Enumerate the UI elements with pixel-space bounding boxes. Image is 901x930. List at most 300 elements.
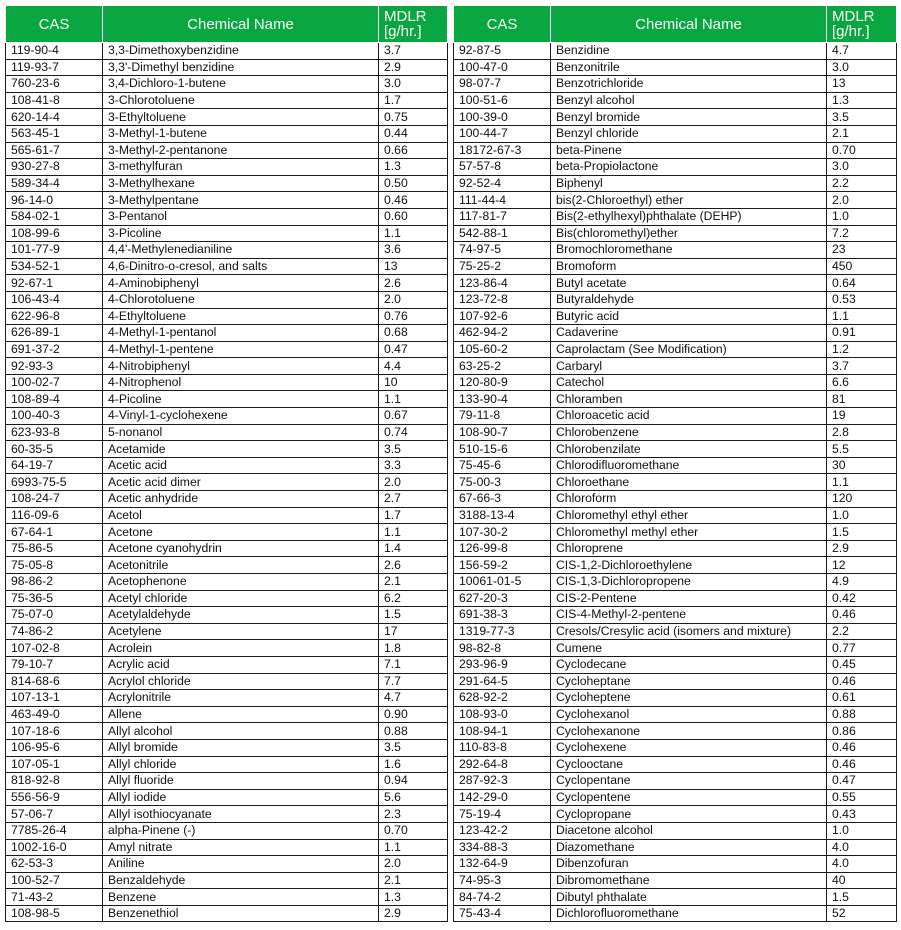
- mdlr-header-label: MDLR: [384, 8, 427, 25]
- mdlr-cell: 3.7: [827, 358, 897, 375]
- mdlr-cell: 0.43: [827, 806, 897, 823]
- cas-cell: 133-90-4: [454, 391, 551, 408]
- table-row: [6, 889, 448, 906]
- chemical-name-cell: Cadaverine: [551, 325, 827, 342]
- mdlr-cell: 0.47: [379, 341, 448, 358]
- mdlr-cell: 0.94: [379, 773, 448, 790]
- cas-cell: 534-52-1: [6, 258, 103, 275]
- table-row: [6, 773, 448, 790]
- chemical-name-cell: bis(2-Chloroethyl) ether: [551, 192, 827, 209]
- chemical-name-cell: Benzidine: [551, 43, 827, 60]
- mdlr-cell: 3.0: [827, 59, 897, 76]
- chemical-name-cell: Allene: [103, 706, 379, 723]
- table-row: [454, 507, 897, 524]
- cas-cell: 100-39-0: [454, 109, 551, 126]
- chemical-name-cell: alpha-Pinene (-): [103, 822, 379, 839]
- mdlr-cell: 10: [379, 374, 448, 391]
- mdlr-cell: 450: [827, 258, 897, 275]
- table-row: [6, 789, 448, 806]
- mdlr-cell: 4.4: [379, 358, 448, 375]
- cas-cell: 105-60-2: [454, 341, 551, 358]
- table-row: [454, 92, 897, 109]
- table-row: [6, 92, 448, 109]
- cas-cell: 119-90-4: [6, 43, 103, 60]
- chemical-name-header: Chemical Name: [551, 6, 827, 43]
- chemical-name-cell: Acrylol chloride: [103, 673, 379, 690]
- mdlr-cell: 0.50: [379, 175, 448, 192]
- cas-cell: 98-86-2: [6, 574, 103, 591]
- chemical-name-cell: 3-methylfuran: [103, 159, 379, 176]
- table-row: [454, 690, 897, 707]
- cas-cell: 7785-26-4: [6, 822, 103, 839]
- table-row: [6, 507, 448, 524]
- cas-cell: 92-93-3: [6, 358, 103, 375]
- mdlr-cell: 0.44: [379, 125, 448, 142]
- cas-cell: 620-14-4: [6, 109, 103, 126]
- chemical-name-cell: 4-Picoline: [103, 391, 379, 408]
- cas-cell: 100-40-3: [6, 408, 103, 425]
- mdlr-cell: 0.46: [827, 673, 897, 690]
- cas-cell: 75-19-4: [454, 806, 551, 823]
- table-row: [6, 358, 448, 375]
- table-row: [6, 374, 448, 391]
- table-row: [454, 374, 897, 391]
- cas-cell: 119-93-7: [6, 59, 103, 76]
- chemical-name-cell: Carbaryl: [551, 358, 827, 375]
- mdlr-cell: 0.90: [379, 706, 448, 723]
- chemical-name-cell: 3-Ethyltoluene: [103, 109, 379, 126]
- chemical-name-cell: Benzyl alcohol: [551, 92, 827, 109]
- cas-cell: 106-43-4: [6, 291, 103, 308]
- mdlr-cell: 3.0: [827, 159, 897, 176]
- chemical-name-cell: Cyclohexanone: [551, 723, 827, 740]
- table-row: [6, 291, 448, 308]
- mdlr-cell: 1.1: [379, 225, 448, 242]
- cas-cell: 107-05-1: [6, 756, 103, 773]
- mdlr-cell: 0.47: [827, 773, 897, 790]
- chemical-name-cell: Cycloheptene: [551, 690, 827, 707]
- chemical-name-cell: Chloromethyl ethyl ether: [551, 507, 827, 524]
- mdlr-cell: 1.5: [827, 889, 897, 906]
- mdlr-cell: 1.4: [379, 540, 448, 557]
- chemical-name-cell: Acetone: [103, 524, 379, 541]
- chemical-name-cell: Chlorodifluoromethane: [551, 457, 827, 474]
- cas-cell: 626-89-1: [6, 325, 103, 342]
- chemical-name-cell: Diazomethane: [551, 839, 827, 856]
- cas-cell: 126-99-8: [454, 540, 551, 557]
- cas-cell: 75-43-4: [454, 905, 551, 922]
- mdlr-cell: 12: [827, 557, 897, 574]
- cas-cell: 814-68-6: [6, 673, 103, 690]
- chemical-name-cell: Bromoform: [551, 258, 827, 275]
- chemical-name-cell: Benzene: [103, 889, 379, 906]
- mdlr-cell: 7.1: [379, 656, 448, 673]
- table-row: [6, 640, 448, 657]
- cas-cell: 760-23-6: [6, 76, 103, 93]
- mdlr-cell: 0.45: [827, 656, 897, 673]
- table-row: [6, 424, 448, 441]
- mdlr-cell: 1.1: [379, 391, 448, 408]
- header-row: [6, 6, 448, 43]
- chemical-name-cell: Amyl nitrate: [103, 839, 379, 856]
- cas-cell: 98-07-7: [454, 76, 551, 93]
- chemical-name-cell: Allyl iodide: [103, 789, 379, 806]
- mdlr-cell: 1.3: [827, 92, 897, 109]
- table-row: [6, 806, 448, 823]
- cas-cell: 292-64-8: [454, 756, 551, 773]
- cas-cell: 75-86-5: [6, 540, 103, 557]
- table-row: [454, 806, 897, 823]
- table-row: [454, 640, 897, 657]
- table-row: [6, 43, 448, 60]
- mdlr-cell: 1.1: [827, 308, 897, 325]
- mdlr-cell: 0.66: [379, 142, 448, 159]
- left-table-body: [6, 43, 448, 922]
- table-row: [454, 325, 897, 342]
- table-row: [454, 872, 897, 889]
- chemical-name-cell: Benzyl chloride: [551, 125, 827, 142]
- table-row: [454, 242, 897, 259]
- mdlr-cell: 0.91: [827, 325, 897, 342]
- table-row: [454, 308, 897, 325]
- mdlr-cell: 2.3: [379, 806, 448, 823]
- chemical-name-cell: 4-Vinyl-1-cyclohexene: [103, 408, 379, 425]
- mdlr-header: [827, 6, 897, 43]
- mdlr-cell: 0.77: [827, 640, 897, 657]
- table-row: [6, 905, 448, 922]
- chemical-name-cell: Caprolactam (See Modification): [551, 341, 827, 358]
- cas-cell: 60-35-5: [6, 441, 103, 458]
- table-row: [6, 391, 448, 408]
- chemical-name-cell: beta-Propiolactone: [551, 159, 827, 176]
- chemical-name-cell: Catechol: [551, 374, 827, 391]
- cas-cell: 108-99-6: [6, 225, 103, 242]
- table-row: [454, 408, 897, 425]
- table-row: [6, 557, 448, 574]
- mdlr-cell: 6.2: [379, 590, 448, 607]
- chemical-name-cell: Diacetone alcohol: [551, 822, 827, 839]
- cas-cell: 101-77-9: [6, 242, 103, 259]
- mdlr-cell: 7.2: [827, 225, 897, 242]
- mdlr-cell: 3.7: [379, 43, 448, 60]
- cas-cell: 622-96-8: [6, 308, 103, 325]
- mdlr-cell: 1.1: [827, 474, 897, 491]
- chemical-name-cell: Acetic anhydride: [103, 491, 379, 508]
- mdlr-header-label: MDLR: [832, 8, 875, 25]
- cas-cell: 107-30-2: [454, 524, 551, 541]
- chemical-name-cell: Acrylic acid: [103, 656, 379, 673]
- cas-cell: 63-25-2: [454, 358, 551, 375]
- cas-cell: 123-86-4: [454, 275, 551, 292]
- mdlr-cell: 2.0: [379, 474, 448, 491]
- mdlr-cell: 6.6: [827, 374, 897, 391]
- mdlr-cell: 1.0: [827, 822, 897, 839]
- mdlr-cell: 13: [379, 258, 448, 275]
- chemical-name-cell: Bromochloromethane: [551, 242, 827, 259]
- cas-cell: 79-11-8: [454, 408, 551, 425]
- cas-cell: 18172-67-3: [454, 142, 551, 159]
- cas-cell: 71-43-2: [6, 889, 103, 906]
- table-row: [6, 308, 448, 325]
- cas-cell: 565-61-7: [6, 142, 103, 159]
- table-row: [6, 524, 448, 541]
- table-row: [454, 142, 897, 159]
- table-row: [6, 822, 448, 839]
- chemical-name-cell: Chloroacetic acid: [551, 408, 827, 425]
- table-row: [454, 789, 897, 806]
- mdlr-cell: 3.3: [379, 457, 448, 474]
- table-row: [6, 242, 448, 259]
- mdlr-cell: 0.68: [379, 325, 448, 342]
- cas-cell: 556-56-9: [6, 789, 103, 806]
- table-row: [454, 822, 897, 839]
- mdlr-cell: 2.0: [379, 856, 448, 873]
- chemical-name-cell: Allyl isothiocyanate: [103, 806, 379, 823]
- mdlr-cell: 0.88: [827, 706, 897, 723]
- mdlr-cell: 2.8: [827, 424, 897, 441]
- mdlr-cell: 1.7: [379, 92, 448, 109]
- table-row: [454, 358, 897, 375]
- mdlr-cell: 0.86: [827, 723, 897, 740]
- table-row: [6, 690, 448, 707]
- chemical-name-cell: 3-Methyl-1-butene: [103, 125, 379, 142]
- cas-cell: 108-90-7: [454, 424, 551, 441]
- mdlr-cell: 2.9: [827, 540, 897, 557]
- cas-cell: 98-82-8: [454, 640, 551, 657]
- cas-cell: 818-92-8: [6, 773, 103, 790]
- chemical-name-cell: Acetic acid: [103, 457, 379, 474]
- mdlr-cell: 0.60: [379, 208, 448, 225]
- table-row: [6, 175, 448, 192]
- chemical-name-cell: Cyclopentene: [551, 789, 827, 806]
- mdlr-cell: 13: [827, 76, 897, 93]
- cas-cell: 107-13-1: [6, 690, 103, 707]
- cas-cell: 563-45-1: [6, 125, 103, 142]
- table-row: [454, 706, 897, 723]
- mdlr-cell: 0.42: [827, 590, 897, 607]
- mdlr-cell: 0.88: [379, 723, 448, 740]
- table-row: [6, 208, 448, 225]
- table-row: [6, 673, 448, 690]
- chemical-name-cell: 3-Methyl-2-pentanone: [103, 142, 379, 159]
- mdlr-cell: 4.7: [827, 43, 897, 60]
- table-row: [454, 291, 897, 308]
- mdlr-cell: 5.6: [379, 789, 448, 806]
- chemical-name-cell: Benzyl bromide: [551, 109, 827, 126]
- mdlr-cell: 17: [379, 623, 448, 640]
- cas-cell: 123-72-8: [454, 291, 551, 308]
- cas-cell: 691-37-2: [6, 341, 103, 358]
- cas-cell: 542-88-1: [454, 225, 551, 242]
- chemical-name-cell: beta-Pinene: [551, 142, 827, 159]
- table-row: [454, 76, 897, 93]
- mdlr-cell: 1.3: [379, 159, 448, 176]
- mdlr-cell: 1.5: [827, 524, 897, 541]
- table-row: [454, 192, 897, 209]
- chemical-name-cell: Allyl fluoride: [103, 773, 379, 790]
- chemical-name-cell: Cyclopentane: [551, 773, 827, 790]
- cas-cell: 108-93-0: [454, 706, 551, 723]
- mdlr-cell: 2.9: [379, 59, 448, 76]
- table-row: [6, 441, 448, 458]
- chemical-name-cell: 4-Methyl-1-pentene: [103, 341, 379, 358]
- mdlr-cell: 81: [827, 391, 897, 408]
- cas-cell: 64-19-7: [6, 457, 103, 474]
- chemical-name-cell: Chloroethane: [551, 474, 827, 491]
- chemical-name-cell: Acrylonitrile: [103, 690, 379, 707]
- chemical-name-cell: 3-Pentanol: [103, 208, 379, 225]
- cas-cell: 100-47-0: [454, 59, 551, 76]
- cas-cell: 92-52-4: [454, 175, 551, 192]
- cas-cell: 107-18-6: [6, 723, 103, 740]
- cas-cell: 108-98-5: [6, 905, 103, 922]
- table-row: [454, 441, 897, 458]
- cas-cell: 100-51-6: [454, 92, 551, 109]
- chemical-name-cell: Cyclohexanol: [551, 706, 827, 723]
- chemical-name-cell: Acetic acid dimer: [103, 474, 379, 491]
- table-row: [454, 258, 897, 275]
- cas-cell: 156-59-2: [454, 557, 551, 574]
- table-row: [454, 905, 897, 922]
- table-row: [454, 739, 897, 756]
- mdlr-cell: 120: [827, 491, 897, 508]
- mdlr-cell: 1.0: [827, 507, 897, 524]
- mdlr-cell: 2.6: [379, 557, 448, 574]
- chemical-name-cell: Allyl chloride: [103, 756, 379, 773]
- table-row: [6, 723, 448, 740]
- chemical-name-cell: 3,4-Dichloro-1-butene: [103, 76, 379, 93]
- mdlr-cell: 1.8: [379, 640, 448, 657]
- cas-cell: 142-29-0: [454, 789, 551, 806]
- table-row: [454, 673, 897, 690]
- cas-cell: 107-02-8: [6, 640, 103, 657]
- table-row: [6, 856, 448, 873]
- table-row: [454, 175, 897, 192]
- cas-cell: 75-36-5: [6, 590, 103, 607]
- chemical-name-cell: Allyl bromide: [103, 739, 379, 756]
- cas-cell: 291-64-5: [454, 673, 551, 690]
- table-row: [6, 258, 448, 275]
- table-row: [454, 656, 897, 673]
- table-row: [6, 109, 448, 126]
- cas-cell: 67-64-1: [6, 524, 103, 541]
- chemical-name-cell: Acetonitrile: [103, 557, 379, 574]
- table-row: [454, 474, 897, 491]
- mdlr-cell: 5.5: [827, 441, 897, 458]
- mdlr-header: [379, 6, 448, 43]
- table-row: [454, 275, 897, 292]
- mdlr-cell: 0.75: [379, 109, 448, 126]
- chemical-name-cell: Cresols/Cresylic acid (isomers and mixture): [551, 623, 827, 640]
- chemical-name-cell: CIS-2-Pentene: [551, 590, 827, 607]
- table-row: [454, 125, 897, 142]
- table-row: [6, 275, 448, 292]
- mdlr-cell: 7.7: [379, 673, 448, 690]
- cas-cell: 67-66-3: [454, 491, 551, 508]
- chemical-name-cell: Butyraldehyde: [551, 291, 827, 308]
- table-row: [6, 574, 448, 591]
- table-row: [6, 706, 448, 723]
- cas-cell: 1002-16-0: [6, 839, 103, 856]
- chemical-name-header: Chemical Name: [103, 6, 379, 43]
- chemical-name-cell: Aniline: [103, 856, 379, 873]
- chemical-name-cell: CIS-1,3-Dichloropropene: [551, 574, 827, 591]
- chemical-name-cell: 5-nonanol: [103, 424, 379, 441]
- table-row: [6, 839, 448, 856]
- mdlr-cell: 0.53: [827, 291, 897, 308]
- mdlr-cell: 1.6: [379, 756, 448, 773]
- chemical-name-cell: 4-Chlorotoluene: [103, 291, 379, 308]
- mdlr-cell: 0.55: [827, 789, 897, 806]
- cas-cell: 123-42-2: [454, 822, 551, 839]
- table-row: [454, 491, 897, 508]
- chemical-name-cell: Dibutyl phthalate: [551, 889, 827, 906]
- cas-cell: 108-24-7: [6, 491, 103, 508]
- table-row: [454, 540, 897, 557]
- chemical-name-cell: Acetamide: [103, 441, 379, 458]
- table-row: [6, 656, 448, 673]
- mdlr-cell: 3.0: [379, 76, 448, 93]
- table-row: [6, 225, 448, 242]
- cas-cell: 116-09-6: [6, 507, 103, 524]
- table-row: [454, 424, 897, 441]
- mdlr-cell: 3.5: [827, 109, 897, 126]
- mdlr-cell: 2.1: [379, 872, 448, 889]
- mdlr-cell: 2.6: [379, 275, 448, 292]
- table-row: [454, 109, 897, 126]
- mdlr-cell: 0.61: [827, 690, 897, 707]
- cas-cell: 110-83-8: [454, 739, 551, 756]
- chemical-name-cell: 4,4'-Methylenedianiline: [103, 242, 379, 259]
- cas-cell: 584-02-1: [6, 208, 103, 225]
- table-row: [6, 325, 448, 342]
- cas-cell: 100-44-7: [454, 125, 551, 142]
- chemical-name-cell: Cyclooctane: [551, 756, 827, 773]
- cas-cell: 96-14-0: [6, 192, 103, 209]
- cas-cell: 589-34-4: [6, 175, 103, 192]
- chemical-name-cell: Chloromethyl methyl ether: [551, 524, 827, 541]
- mdlr-header-unit: [g/hr.]: [832, 23, 870, 40]
- cas-cell: 84-74-2: [454, 889, 551, 906]
- cas-cell: 57-06-7: [6, 806, 103, 823]
- cas-cell: 463-49-0: [6, 706, 103, 723]
- cas-cell: 1319-77-3: [454, 623, 551, 640]
- mdlr-header-unit: [g/hr.]: [384, 23, 422, 40]
- chemical-name-cell: Chloroform: [551, 491, 827, 508]
- table-row: [454, 159, 897, 176]
- chemical-name-cell: Dichlorofluoromethane: [551, 905, 827, 922]
- mdlr-cell: 0.74: [379, 424, 448, 441]
- mdlr-cell: 1.2: [827, 341, 897, 358]
- table-row: [454, 557, 897, 574]
- chemical-name-cell: Chlorobenzene: [551, 424, 827, 441]
- mdlr-cell: 2.9: [379, 905, 448, 922]
- cas-cell: 75-25-2: [454, 258, 551, 275]
- cas-cell: 334-88-3: [454, 839, 551, 856]
- chemical-name-cell: 4-Nitrobiphenyl: [103, 358, 379, 375]
- mdlr-cell: 0.76: [379, 308, 448, 325]
- cas-cell: 623-93-8: [6, 424, 103, 441]
- chemical-name-cell: Bis(2-ethylhexyl)phthalate (DEHP): [551, 208, 827, 225]
- mdlr-cell: 4.7: [379, 690, 448, 707]
- chemical-name-cell: Biphenyl: [551, 175, 827, 192]
- mdlr-cell: 2.7: [379, 491, 448, 508]
- chemical-name-cell: 3-Picoline: [103, 225, 379, 242]
- table-row: [6, 59, 448, 76]
- mdlr-cell: 3.6: [379, 242, 448, 259]
- chemical-name-cell: Benzotrichloride: [551, 76, 827, 93]
- chemical-name-cell: Cyclodecane: [551, 656, 827, 673]
